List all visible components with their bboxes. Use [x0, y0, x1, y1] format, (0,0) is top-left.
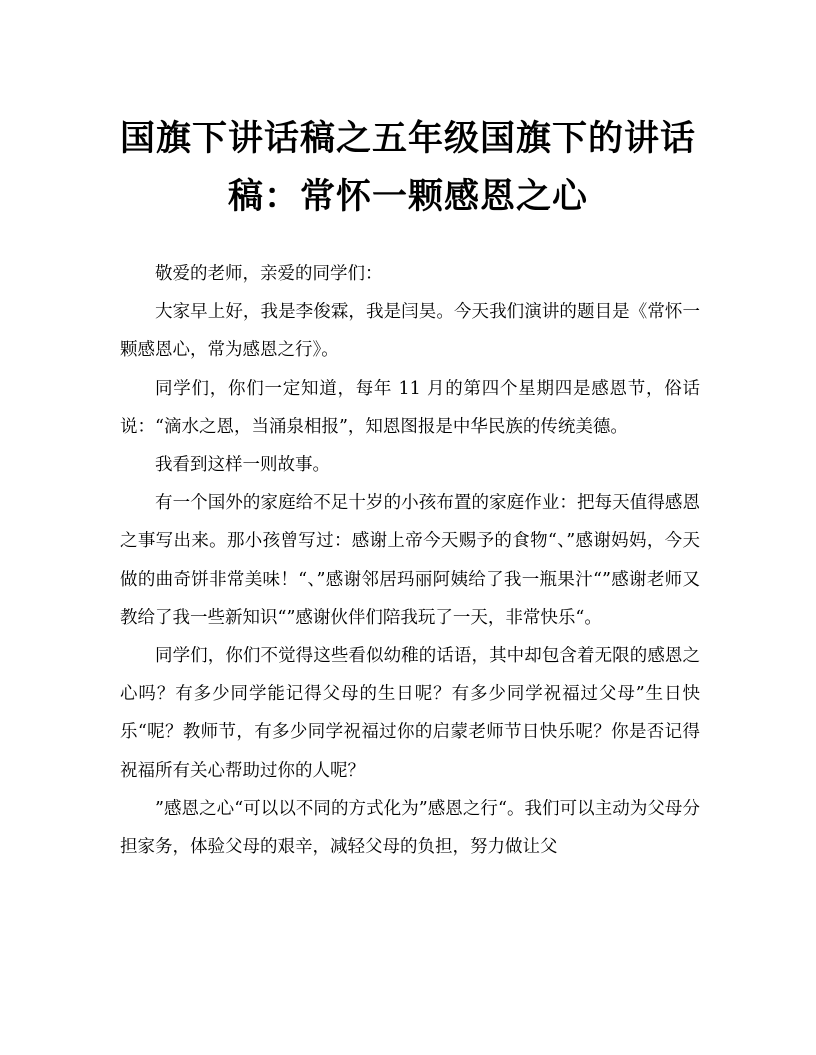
- paragraph-introduction: 大家早上好，我是李俊霖，我是闫昊。今天我们演讲的题目是《常怀一颗感恩心，常为感恩之行》。: [120, 302, 700, 361]
- document-title-line-2: 稿：常怀一颗感恩之心: [227, 176, 588, 217]
- paragraph-thanksgiving: 同学们，你们一定知道，每年 11 月的第四个星期四是感恩节，俗话说：“滴水之恩，当涌泉相报”，知恩图报是中华民族的传统美德。: [120, 378, 700, 437]
- document-body: [120, 255, 700, 866]
- paragraph-story: 有一个国外的家庭给不足十岁的小孩布置的家庭作业：把每天值得感恩之事写出来。那小孩曾写过：感谢上帝今天赐予的食物“、”感谢妈妈，今天做的曲奇饼非常美味！“、”感谢邻居玛丽阿姨给了我一瓶果汁“”感谢老师又教给了我一些新知识“”感谢伙伴们陪我玩了一天，非常快乐“。: [120, 493, 700, 628]
- document-title-line-1: 国旗下讲话稿之五年级国旗下的讲话: [119, 118, 696, 159]
- paragraph-questions: 同学们，你们不觉得这些看似幼稚的话语，其中却包含着无限的感恩之心吗？有多少同学能记得父母的生日呢？有多少同学祝福过父母”生日快乐“呢？教师节，有多少同学祝福过你的启蒙老师节日快乐呢？你是否记得祝福所有关心帮助过你的人呢？: [120, 646, 700, 781]
- paragraph-action: ”感恩之心“可以以不同的方式化为”感恩之行“。我们可以主动为父母分担家务，体验父母的艰辛，减轻父母的负担，努力做让父: [120, 798, 700, 858]
- paragraph-story-intro: 我看到这样一则故事。: [155, 455, 330, 476]
- paragraph-greeting: 敬爱的老师，亲爱的同学们：: [155, 264, 383, 284]
